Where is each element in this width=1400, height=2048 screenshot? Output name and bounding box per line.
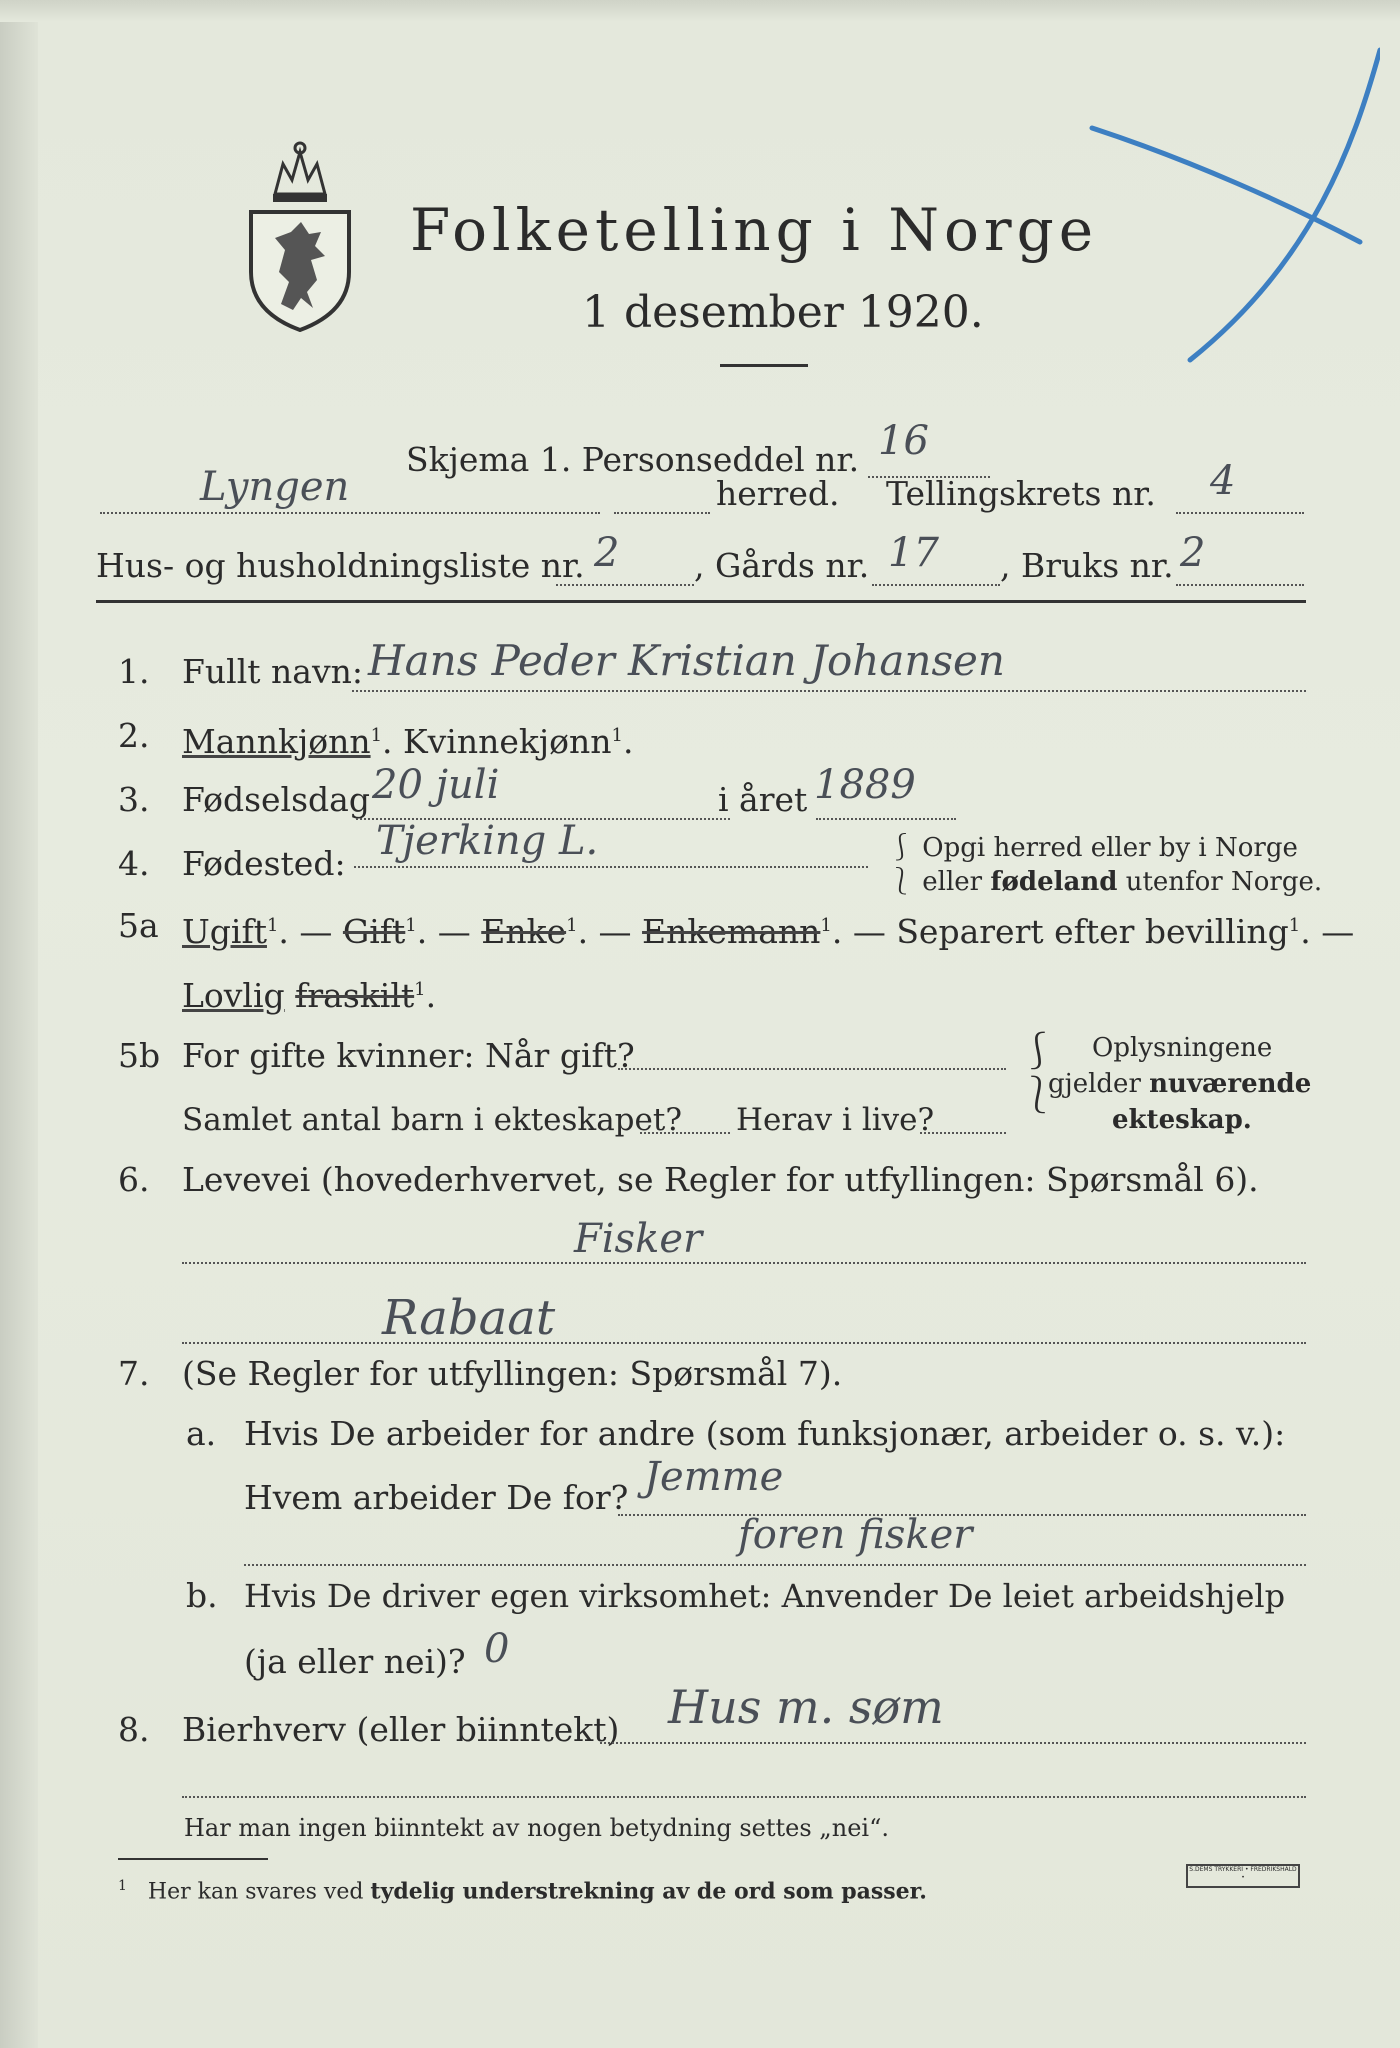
q7a-question: Hvem arbeider De for? bbox=[244, 1478, 629, 1517]
q5a-separert: Separert efter bevilling bbox=[896, 912, 1289, 951]
q2-mannkjonn: Mannkjønn bbox=[182, 722, 371, 761]
q8-value: Hus m. søm bbox=[668, 1680, 944, 1734]
skjema-label: Skjema 1. Personseddel nr. bbox=[406, 440, 860, 479]
q8-number: 8. bbox=[118, 1710, 150, 1749]
q5b-samlet: Samlet antal barn i ekteskapet? bbox=[182, 1102, 682, 1138]
q7b-number: b. bbox=[186, 1576, 218, 1615]
q5a-gift: Gift bbox=[342, 912, 406, 951]
q5a-enkemann: Enkemann bbox=[642, 912, 821, 951]
q5b-note-2: gjelder nuværende bbox=[1048, 1069, 1312, 1099]
tellingskrets-value: 4 bbox=[1210, 458, 1236, 504]
q2-number: 2. bbox=[118, 716, 150, 755]
q5b-line-1 bbox=[618, 1068, 1006, 1070]
q3-label: Fødselsdag bbox=[182, 780, 370, 819]
q7a-number: a. bbox=[186, 1414, 217, 1453]
tellingskrets-line bbox=[1176, 512, 1304, 514]
q6-value-2: Rabaat bbox=[382, 1290, 556, 1346]
tellingskrets-label: Tellingskrets nr. bbox=[886, 474, 1156, 513]
herred-label: herred. bbox=[716, 474, 840, 513]
q5b-line-2 bbox=[640, 1132, 730, 1134]
personseddel-value: 16 bbox=[878, 418, 929, 464]
q1-label: Fullt navn: bbox=[182, 652, 363, 691]
q7b-text: Hvis De driver egen virksomhet: Anvender De leiet arbeidshjelp bbox=[244, 1577, 1286, 1615]
q5b-brace: ⎰ ⎱ bbox=[1020, 1031, 1057, 1116]
gards-line bbox=[872, 584, 1000, 586]
q5a-enke: Enke bbox=[481, 912, 567, 951]
q8-label: Bierhverv (eller biinntekt) bbox=[182, 1710, 620, 1749]
q1-value: Hans Peder Kristian Johansen bbox=[368, 636, 1005, 685]
q3-number: 3. bbox=[118, 780, 150, 819]
q3-year-value: 1889 bbox=[814, 762, 916, 808]
q5a-ugift: Ugift bbox=[182, 912, 267, 951]
herred-line bbox=[100, 512, 600, 514]
q4-line bbox=[354, 866, 868, 868]
gards-value: 17 bbox=[888, 530, 939, 576]
q7a-value-1: Jemme bbox=[644, 1454, 784, 1500]
q5b-label: For gifte kvinner: Når gift? bbox=[182, 1036, 635, 1075]
paper-edge-left bbox=[0, 0, 38, 2048]
q6-line-1 bbox=[182, 1262, 1306, 1264]
blue-cross-mark bbox=[1080, 20, 1380, 380]
q6-value-1: Fisker bbox=[574, 1216, 703, 1262]
paper-edge-top bbox=[0, 0, 1400, 22]
herred-line-2 bbox=[614, 512, 710, 514]
norway-coat-of-arms-icon bbox=[245, 132, 355, 332]
hus-value: 2 bbox=[594, 530, 620, 576]
q4-note-2: ⎱ eller fødeland utenfor Norge. bbox=[888, 867, 1323, 897]
q1-number: 1. bbox=[118, 652, 150, 691]
q3-year-line bbox=[816, 818, 956, 820]
q4-number: 4. bbox=[118, 844, 150, 883]
q2-options: Mannkjønn$^1$. Kvinnekjønn$^1$. bbox=[182, 722, 634, 761]
gards-label: , Gårds nr. bbox=[694, 546, 870, 585]
q2-kvinnekjonn: Kvinnekjønn bbox=[403, 722, 612, 761]
q7a-text: Hvis De arbeider for andre (som funksjonær, arbeider o. s. v.): bbox=[244, 1414, 1286, 1453]
footer-note: Har man ingen biinntekt av nogen betydning settes „nei“. bbox=[184, 1814, 889, 1842]
q5b-herav: Herav i live? bbox=[736, 1102, 935, 1138]
q8-line-2 bbox=[182, 1796, 1306, 1798]
q3-value: 20 juli bbox=[372, 762, 500, 808]
q7a-line-2 bbox=[244, 1564, 1306, 1566]
bruks-value: 2 bbox=[1180, 530, 1206, 576]
hus-line bbox=[556, 584, 694, 586]
header-divider bbox=[96, 600, 1306, 603]
q7b-question: (ja eller nei)? bbox=[244, 1642, 466, 1681]
q6-label: Levevei (hovederhvervet, se Regler for utfyllingen: Spørsmål 6). bbox=[182, 1160, 1259, 1199]
q6-number: 6. bbox=[118, 1160, 150, 1199]
footnote-divider bbox=[118, 1858, 268, 1860]
q5a-options: Ugift$^1$. — Gift$^1$. — Enke$^1$. — Enkemann$^1$. — Separert efter bevilling$^1$. — bbox=[182, 912, 1355, 951]
bruks-label: , Bruks nr. bbox=[1000, 546, 1174, 585]
q7b-value: 0 bbox=[484, 1626, 510, 1672]
q1-line bbox=[352, 690, 1306, 692]
form-title: Folketelling i Norge bbox=[410, 196, 1099, 264]
hus-label: Hus- og husholdningsliste nr. bbox=[96, 546, 585, 585]
q5b-note-3: ekteskap. bbox=[1112, 1105, 1252, 1135]
footnote: $^1$ Her kan svares ved tydelig understrekning av de ord som passer. bbox=[118, 1878, 927, 1905]
q4-note-1: ⎰ Opgi herred eller by i Norge bbox=[888, 833, 1298, 863]
q6-line-2 bbox=[182, 1342, 1306, 1344]
census-date: 1 desember 1920. bbox=[582, 287, 984, 338]
herred-value: Lyngen bbox=[200, 464, 350, 510]
printer-stamp: S.DEMS TRYKKERI • FREDRIKSHALD • bbox=[1186, 1864, 1300, 1888]
q4-value: Tjerking L. bbox=[376, 818, 599, 864]
q7a-value-2: foren fisker bbox=[738, 1512, 973, 1558]
title-divider bbox=[720, 364, 808, 367]
q5a-line-2: Lovlig fraskilt$^1$. bbox=[182, 976, 437, 1015]
q5a-lovlig: Lovlig bbox=[182, 976, 285, 1015]
q4-label: Fødested: bbox=[182, 844, 346, 883]
q5b-line-3 bbox=[920, 1132, 1006, 1134]
q5a-fraskilt: fraskilt bbox=[295, 976, 415, 1015]
bruks-line bbox=[1176, 584, 1304, 586]
q7-label: (Se Regler for utfyllingen: Spørsmål 7). bbox=[182, 1354, 843, 1393]
q5b-number: 5b bbox=[118, 1036, 161, 1075]
q7-number: 7. bbox=[118, 1354, 150, 1393]
q3-year-label: i året bbox=[718, 780, 808, 819]
q5b-note-1: Oplysningene bbox=[1092, 1033, 1273, 1063]
q5a-number: 5a bbox=[118, 906, 159, 945]
q8-line-1 bbox=[600, 1742, 1306, 1744]
